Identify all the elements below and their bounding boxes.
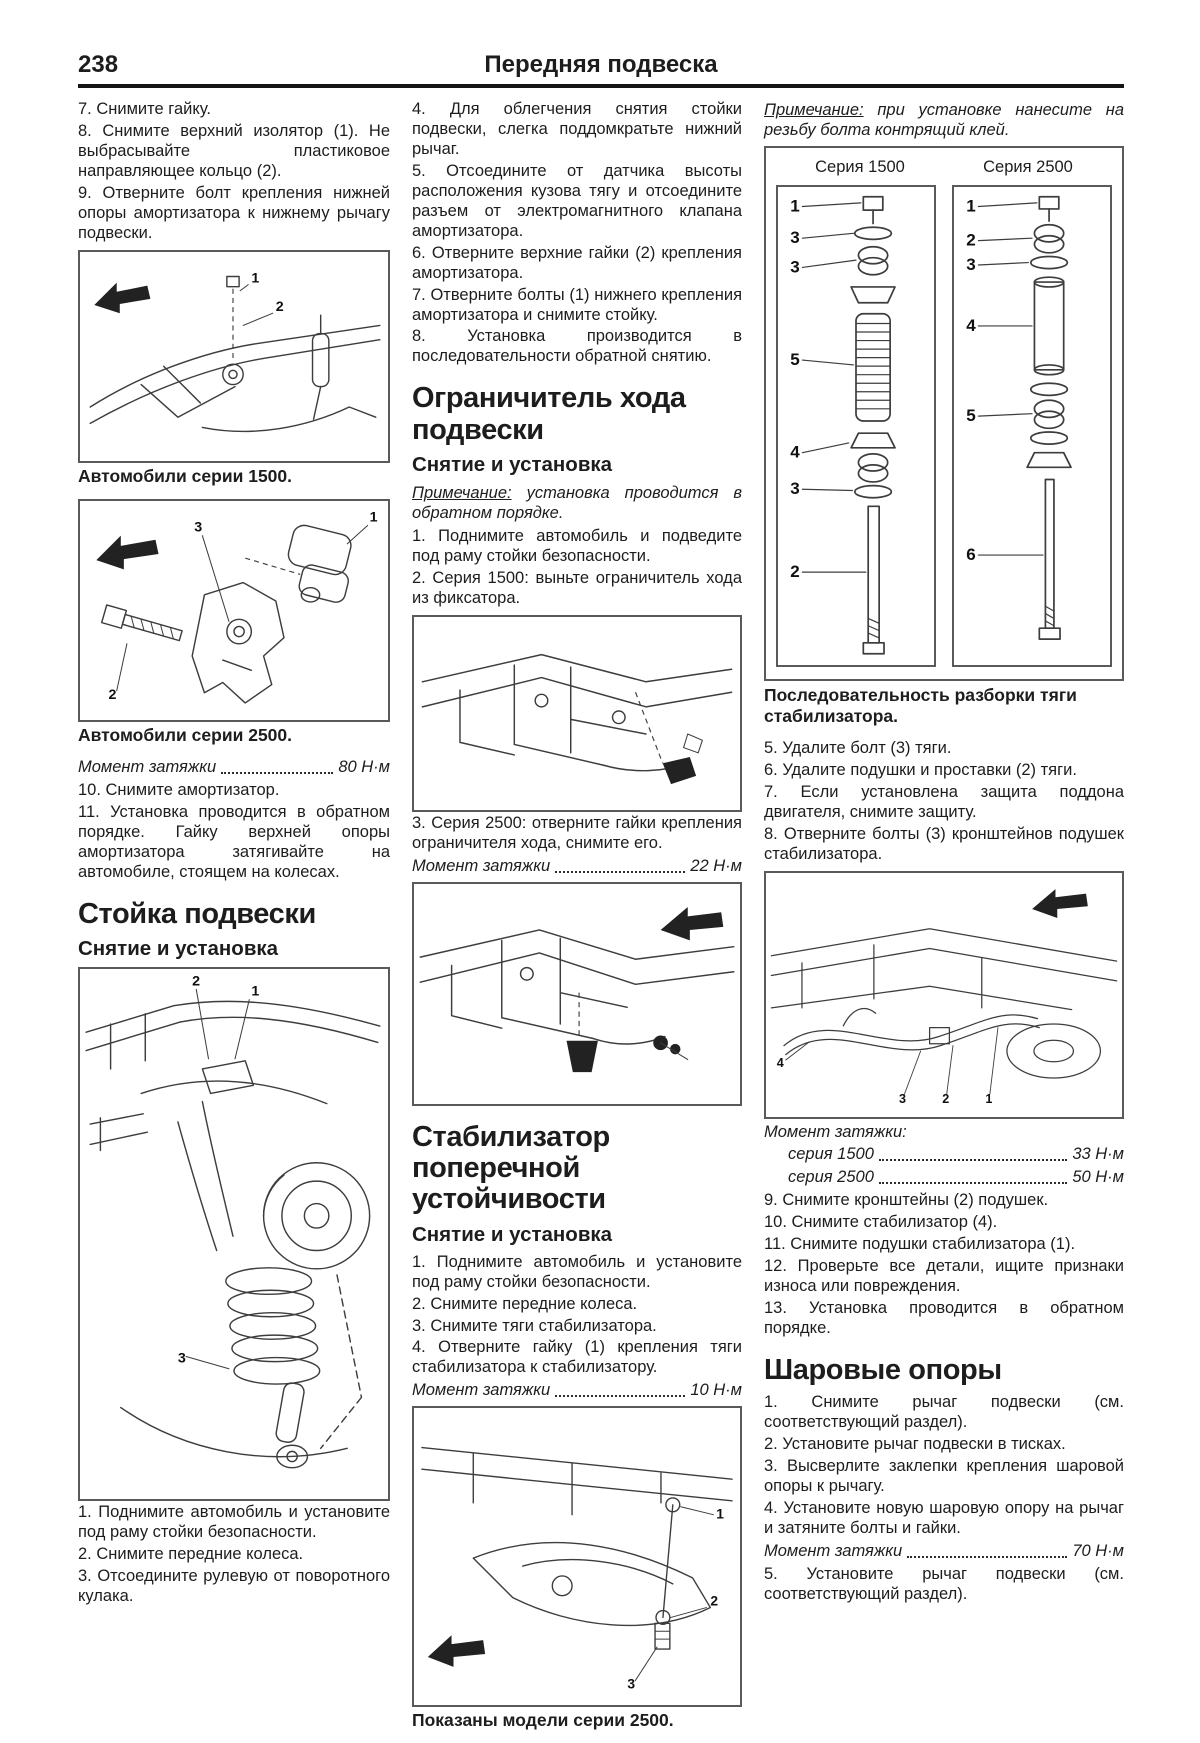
step: 8. Отверните болты (3) кронштейнов подушек стабилизатора.	[764, 824, 1124, 863]
figure-stabilizer-assembly	[764, 871, 1124, 1120]
step: 1. Поднимите автомобиль и установите под раму стойки безопасности.	[78, 1503, 390, 1542]
step: 3. Снимите тяги стабилизатора.	[412, 1316, 657, 1335]
torque-value: 70 Н·м	[1072, 1541, 1124, 1560]
step: 11. Снимите подушки стабилизатора (1).	[764, 1235, 1076, 1254]
callout-label: 1	[985, 1091, 993, 1106]
direction-arrow-icon	[661, 907, 724, 940]
stabilizer-assembly-drawing	[766, 873, 1122, 1118]
section-heading-stabilizer: Стабилизатор поперечной устойчивости	[412, 1120, 610, 1216]
direction-arrow-icon	[96, 535, 158, 569]
step: 8. Снимите верхний изолятор (1). Не выбрасывайте пластиковое направляющее кольцо (2).	[78, 121, 390, 180]
torque-label: серия 1500	[788, 1145, 874, 1164]
step: 6. Удалите подушки и проставки (2) тяги.	[764, 760, 1077, 779]
step: 4. Установите новую шаровую опору на рычаг и затяните болты и гайки.	[764, 1498, 1124, 1537]
note	[412, 483, 742, 523]
dot-leader	[555, 871, 685, 873]
callout-label: 2	[275, 298, 284, 315]
step: 9. Отверните болт крепления нижней опоры амортизатора к нижнему рычагу подвески.	[78, 183, 390, 242]
figure-stab-link	[412, 1406, 742, 1706]
callout-label: 4	[790, 442, 800, 462]
step: 7. Если установлена защита поддона двигателя, снимите защиту.	[764, 782, 1124, 821]
step: 1. Поднимите автомобиль и установите под раму стойки безопасности.	[412, 1252, 742, 1291]
page-title: Передняя подвеска	[484, 51, 718, 78]
callout-label: 3	[177, 1350, 186, 1367]
note	[764, 100, 1124, 140]
step: 1. Поднимите автомобиль и подведите под раму стойки безопасности.	[412, 527, 742, 566]
dot-leader	[555, 1395, 685, 1397]
column-2	[412, 100, 742, 1743]
figure-caption: Автомобили серии 2500.	[78, 725, 292, 745]
step: 7. Снимите гайку.	[78, 100, 211, 118]
series-2500-label: Серия 2500	[983, 158, 1073, 177]
shock-1500-drawing	[80, 252, 388, 461]
torque-label: Момент затяжки	[412, 857, 551, 876]
step: 8. Установка производится в последовательности обратной снятию.	[412, 327, 742, 366]
series-2500-cell	[952, 185, 1112, 667]
step: 11. Установка проводится в обратном порядке. Гайку верхней опоры амортизатора затягивайте на автомобиле, стоящем на колесах.	[78, 802, 390, 881]
section-heading-limiter: Ограничитель хода подвески	[412, 382, 686, 446]
torque-label: серия 2500	[788, 1168, 874, 1187]
callout-label: 2	[790, 562, 800, 582]
figure-shock-2500	[78, 499, 390, 722]
step: 5. Удалите болт (3) тяги.	[764, 739, 952, 757]
series-row	[776, 185, 1112, 667]
direction-arrow-icon	[94, 282, 150, 313]
torque-spec	[78, 758, 390, 777]
torque-value: 33 Н·м	[1072, 1145, 1124, 1164]
subsection-heading: Снятие и установка	[412, 453, 613, 477]
torque-value: 80 Н·м	[338, 758, 390, 776]
callout-label: 2	[966, 230, 976, 250]
limiter-1500-drawing	[414, 617, 740, 810]
step: 4. Для облегчения снятия стойки подвески, слегка поддомкратьте нижний рычаг.	[412, 100, 742, 158]
torque-value: 22 Н·м	[690, 857, 742, 876]
torque-label: Момент затяжки	[78, 758, 217, 776]
callout-label: 2	[108, 686, 117, 703]
stab-link-drawing	[414, 1408, 740, 1704]
direction-arrow-icon	[1032, 889, 1088, 918]
figure-caption: Последовательность разборки тяги стабилизатора.	[764, 685, 1077, 726]
series-1500-cell	[776, 185, 936, 667]
step: 2. Снимите передние колеса.	[412, 1294, 638, 1313]
torque-spec	[764, 1145, 1124, 1164]
dot-leader	[221, 772, 333, 774]
page-header	[78, 51, 1124, 88]
callout-label: 3	[899, 1091, 907, 1106]
callout-label: 1	[369, 509, 378, 526]
subsection-heading: Снятие и установка	[78, 937, 279, 961]
torque-spec	[764, 1542, 1124, 1561]
figure-link-disassembly	[764, 146, 1124, 681]
dot-leader	[879, 1182, 1067, 1184]
step: 2. Серия 1500: выньте ограничитель хода из фиксатора.	[412, 569, 742, 608]
callout-label: 1	[251, 983, 260, 1000]
figure-shock-1500	[78, 250, 390, 463]
callout-label: 3	[966, 255, 976, 275]
step: 3. Серия 2500: отверните гайки крепления ограничителя хода, снимите его.	[412, 814, 742, 853]
callout-label: 4	[776, 1055, 784, 1070]
figure-strut	[78, 967, 390, 1501]
step: 12. Проверьте все детали, ищите признаки износа или повреждения.	[764, 1257, 1124, 1296]
exploded-1500-drawing	[778, 187, 934, 665]
step: 3. Высверлите заклепки крепления шаровой опоры к рычагу.	[764, 1457, 1124, 1496]
callout-label: 1	[790, 196, 800, 216]
step: 6. Отверните верхние гайки (2) крепления амортизатора.	[412, 243, 742, 282]
callout-label: 1	[966, 196, 976, 216]
torque-label: Момент затяжки	[764, 1541, 903, 1560]
step: 10. Снимите стабилизатор (4).	[764, 1213, 998, 1232]
column-1	[78, 100, 390, 1743]
figure-caption: Показаны модели серии 2500.	[412, 1709, 674, 1730]
manual-page	[78, 51, 1124, 1743]
callout-label: 3	[790, 228, 800, 248]
callout-label: 5	[966, 406, 976, 426]
callout-label: 2	[942, 1091, 950, 1106]
dot-leader	[879, 1159, 1067, 1161]
step: 4. Отверните гайку (1) крепления тяги стабилизатора к стабилизатору.	[412, 1338, 742, 1377]
callout-label: 1	[251, 270, 260, 287]
torque-spec	[412, 1381, 742, 1400]
limiter-2500-drawing	[414, 884, 740, 1103]
callout-label: 3	[790, 479, 800, 499]
section-heading-strut: Стойка подвески	[78, 897, 316, 930]
step: 1. Снимите рычаг подвески (см. соответствующий раздел).	[764, 1393, 1124, 1432]
note-prefix: Примечание:	[412, 484, 512, 503]
figure-caption: Автомобили серии 1500.	[78, 465, 292, 486]
torque-label: Момент затяжки	[412, 1381, 551, 1400]
exploded-2500-drawing	[954, 187, 1110, 665]
step: 9. Снимите кронштейны (2) подушек.	[764, 1191, 1049, 1210]
callout-label: 2	[710, 1592, 719, 1609]
callout-label: 3	[627, 1675, 636, 1692]
shock-2500-drawing	[80, 501, 388, 720]
torque-value: 50 Н·м	[1072, 1168, 1124, 1187]
note-text: при установке нанесите на резьбу болта контрящий клей.	[764, 101, 1124, 140]
strut-drawing	[80, 969, 388, 1499]
step: 2. Снимите передние колеса.	[78, 1545, 304, 1564]
callout-label: 1	[716, 1506, 724, 1523]
callout-label: 3	[790, 257, 800, 277]
step: 5. Установите рычаг подвески (см. соответствующий раздел).	[764, 1564, 1124, 1603]
step: 3. Отсоедините рулевую от поворотного кулака.	[78, 1567, 390, 1606]
figure-limiter-2500	[412, 882, 742, 1105]
torque-spec-header: Момент затяжки:	[764, 1123, 907, 1142]
callout-label: 4	[966, 316, 976, 336]
step: 10. Снимите амортизатор.	[78, 781, 280, 799]
torque-spec	[412, 857, 742, 876]
series-1500-label: Серия 1500	[815, 158, 905, 177]
series-labels	[776, 158, 1112, 177]
note-text: установка проводится в обратном порядке.	[412, 484, 742, 523]
dot-leader	[907, 1556, 1067, 1558]
column-3	[764, 100, 1124, 1743]
subsection-heading: Снятие и установка	[412, 1222, 613, 1246]
columns	[78, 88, 1124, 1743]
callout-label: 6	[966, 545, 976, 565]
page-number: 238	[78, 51, 119, 78]
callout-label: 2	[192, 973, 201, 990]
direction-arrow-icon	[428, 1636, 485, 1668]
note-prefix: Примечание:	[764, 101, 864, 119]
step: 7. Отверните болты (1) нижнего крепления амортизатора и снимите стойку.	[412, 285, 742, 324]
section-heading-ball-joints: Шаровые опоры	[764, 1353, 1002, 1386]
torque-value: 10 Н·м	[690, 1381, 742, 1400]
torque-spec	[764, 1168, 1124, 1187]
figure-limiter-1500	[412, 615, 742, 812]
step: 13. Установка проводится в обратном порядке.	[764, 1299, 1124, 1337]
callout-label: 5	[790, 350, 800, 370]
step: 5. Отсоедините от датчика высоты расположения кузова тягу и отсоедините разъем от электромагнитного клапана амортизатора.	[412, 161, 742, 240]
callout-label: 3	[194, 519, 203, 536]
step: 2. Установите рычаг подвески в тисках.	[764, 1435, 1066, 1454]
